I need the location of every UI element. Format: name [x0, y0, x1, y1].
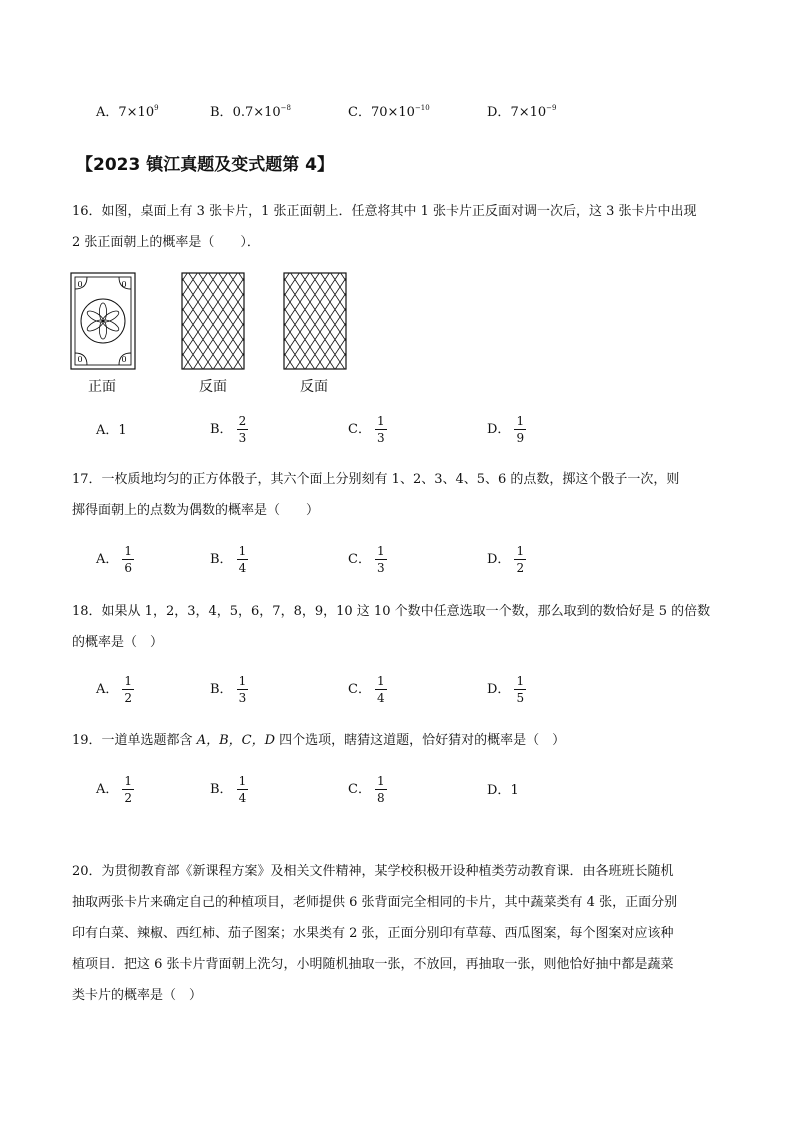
fraction-numerator: 1 [238, 774, 247, 788]
q18-option-a [96, 675, 134, 704]
card-front-face [71, 273, 135, 369]
q17-option-c [348, 545, 387, 574]
q17-stem [72, 464, 732, 526]
fraction-numerator: 1 [124, 674, 133, 688]
svg-text:0: 0 [77, 355, 83, 364]
fraction-numerator: 1 [124, 774, 133, 788]
fraction-numerator: 1 [124, 544, 133, 558]
fraction-numerator: 2 [238, 414, 247, 428]
option-letter: A． [96, 105, 119, 120]
option-letter: D． [487, 682, 511, 697]
option-letter: D． [487, 105, 511, 120]
q16-options [0, 414, 794, 445]
fraction [122, 675, 134, 704]
option-exponent: −10 [414, 104, 430, 112]
q18-line-2: 的概率是（ ） [72, 635, 164, 650]
card-label-front: 正面 [88, 379, 116, 395]
option-letter: B． [210, 105, 233, 120]
option-letter: C． [348, 782, 371, 797]
fraction [122, 545, 134, 574]
q15-option-b [210, 106, 291, 119]
q20-line-4: 植项目．把这 6 张卡片背面朝上洗匀，小明随机抽取一张，不放回，再抽取一张，则他恰好抽中都是蔬菜 [72, 957, 674, 972]
option-value: 1 [118, 423, 127, 438]
fraction-denominator: 3 [238, 691, 247, 705]
fraction [514, 415, 526, 444]
q19-option-a [96, 775, 134, 804]
q18-option-c [348, 675, 387, 704]
q15-option-d [487, 106, 556, 119]
q19-suffix: 四个选项，瞎猜这道题，恰好猜对的概率是（ ） [275, 733, 566, 748]
option-letter: C． [348, 682, 371, 697]
q18-options [0, 674, 794, 705]
option-mantissa: 70×10 [370, 105, 415, 120]
option-letter: A． [96, 552, 119, 567]
option-letter: D． [487, 422, 511, 437]
fraction [237, 545, 249, 574]
option-value: 1 [510, 783, 519, 798]
fraction-numerator: 1 [516, 674, 525, 688]
q16-option-d [487, 415, 526, 444]
option-letter: C． [348, 422, 371, 437]
card-label-back-2: 反面 [300, 379, 328, 395]
fraction-numerator: 1 [516, 414, 525, 428]
q19-option-variables: A，B，C，D [196, 733, 275, 748]
fraction-denominator: 3 [238, 431, 247, 445]
q17-option-b [210, 545, 248, 574]
q19-stem [72, 725, 732, 756]
fraction-denominator: 3 [376, 561, 385, 575]
q16-option-a [96, 424, 127, 437]
fraction-denominator: 6 [124, 561, 133, 575]
q16-option-c [348, 415, 387, 444]
fraction-numerator: 1 [238, 674, 247, 688]
q15-option-a [96, 106, 159, 119]
fraction [122, 775, 134, 804]
svg-text:0: 0 [77, 280, 83, 289]
q17-line-1: 17．一枚质地均匀的正方体骰子，其六个面上分别刻有 1、2、3、4、5、6 的点数，掷这个骰子一次，则 [72, 472, 680, 487]
q15-option-c [348, 106, 430, 119]
q18-line-1: 18．如果从 1，2，3，4，5，6，7，8，9，10 这 10 个数中任意选取一个数，那么取到的数恰好是 5 的倍数 [72, 604, 711, 619]
option-letter: A． [96, 782, 119, 797]
option-letter: B． [210, 682, 233, 697]
q17-options [0, 544, 794, 575]
option-letter: B． [210, 422, 233, 437]
option-letter: C． [348, 552, 371, 567]
q20-line-1: 20．为贯彻教育部《新课程方案》及相关文件精神，某学校积极开设种植类劳动教育课．由各班班长随机 [72, 864, 674, 879]
fraction [237, 775, 249, 804]
fraction-numerator: 1 [376, 544, 385, 558]
fraction-denominator: 4 [376, 691, 385, 705]
section-heading: 【2023 镇江真题及变式题第 4】 [76, 155, 334, 175]
q20-line-2: 抽取两张卡片来确定自己的种植项目，老师提供 6 张背面完全相同的卡片，其中蔬菜类有 4 张，正面分别 [72, 895, 678, 910]
q19-options [0, 774, 794, 805]
fraction-denominator: 4 [238, 561, 247, 575]
q16-line-2: 2 张正面朝上的概率是（ ）． [72, 235, 260, 250]
q16-line-1: 16．如图，桌面上有 3 张卡片，1 张正面朝上．任意将其中 1 张卡片正反面对调一次后，这 3 张卡片中出现 [72, 204, 697, 219]
fraction-numerator: 1 [516, 544, 525, 558]
q17-option-a [96, 545, 134, 574]
fraction-numerator: 1 [376, 674, 385, 688]
option-letter: D． [487, 783, 511, 798]
fraction-denominator: 9 [516, 431, 525, 445]
fraction [237, 415, 249, 444]
q20-stem [72, 856, 732, 1011]
q19-line-1 [72, 725, 732, 756]
fraction [375, 545, 387, 574]
fraction-numerator: 1 [376, 414, 385, 428]
fraction-denominator: 3 [376, 431, 385, 445]
fraction-denominator: 2 [124, 791, 133, 805]
option-letter: B． [210, 782, 233, 797]
option-exponent: 9 [154, 104, 159, 112]
q17-option-d [487, 545, 526, 574]
cards-illustration [70, 272, 360, 372]
svg-text:0: 0 [121, 280, 127, 289]
svg-text:0: 0 [121, 355, 127, 364]
option-letter: D． [487, 552, 511, 567]
option-letter: C． [348, 105, 371, 120]
q16-stem [72, 196, 732, 258]
fraction [375, 675, 387, 704]
option-mantissa: 7×10 [510, 105, 547, 120]
option-mantissa: 7×10 [118, 105, 155, 120]
q19-option-b [210, 775, 248, 804]
fraction-denominator: 8 [376, 791, 385, 805]
fraction [375, 775, 387, 804]
fraction [237, 675, 249, 704]
q19-option-c [348, 775, 387, 804]
fraction [514, 675, 526, 704]
option-letter: B． [210, 552, 233, 567]
card-label-back-1: 反面 [199, 379, 227, 395]
q18-option-b [210, 675, 248, 704]
q17-line-2: 掷得面朝上的点数为偶数的概率是（ ） [72, 503, 320, 518]
card-back-face-1 [164, 272, 262, 372]
fraction-denominator: 2 [516, 561, 525, 575]
option-exponent: −8 [280, 104, 291, 112]
q20-line-3: 印有白菜、辣椒、西红柿、茄子图案；水果类有 2 张，正面分别印有草莓、西瓜图案，每个图案对应该种 [72, 926, 674, 941]
fraction-denominator: 2 [124, 691, 133, 705]
q20-line-5: 类卡片的概率是（ ） [72, 988, 203, 1003]
option-mantissa: 0.7×10 [232, 105, 281, 120]
q18-option-d [487, 675, 526, 704]
fraction [375, 415, 387, 444]
q16-card-figure [70, 272, 360, 402]
card-back-face-2 [266, 272, 360, 372]
fraction-numerator: 1 [238, 544, 247, 558]
q19-prefix: 19．一道单选题都含 [72, 733, 197, 748]
q16-option-b [210, 415, 248, 444]
fraction-numerator: 1 [376, 774, 385, 788]
fraction [514, 545, 526, 574]
q19-option-d [487, 784, 519, 797]
option-letter: A． [96, 682, 119, 697]
fraction-denominator: 4 [238, 791, 247, 805]
fraction-denominator: 5 [516, 691, 525, 705]
q18-stem [72, 596, 732, 658]
option-letter: A． [96, 423, 119, 438]
option-exponent: −9 [546, 104, 557, 112]
